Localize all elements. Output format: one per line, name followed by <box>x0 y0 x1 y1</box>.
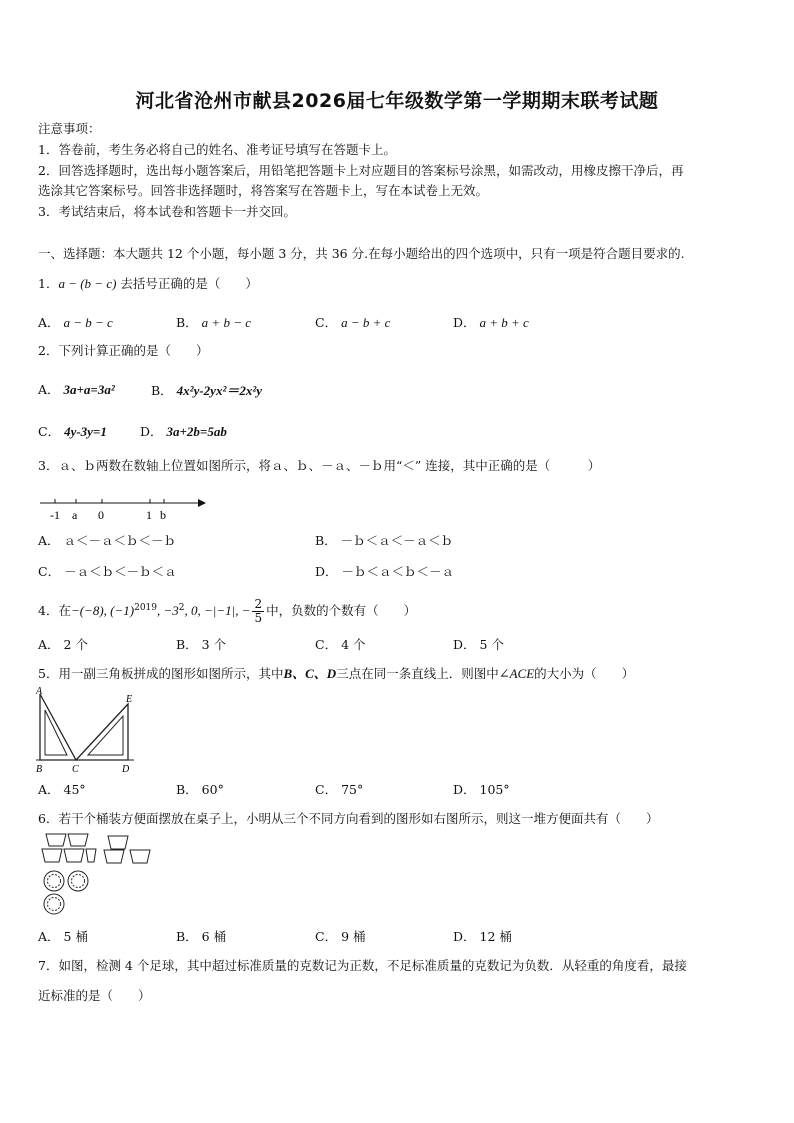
q5-option-c[interactable]: C． 75° <box>315 782 364 797</box>
q3-option-a[interactable]: A． ａ＜－ａ＜ｂ＜－ｂ <box>38 533 177 548</box>
question-text: 去括号正确的是（ ） <box>120 276 258 291</box>
question-expression: a − (b − c) <box>58 276 117 291</box>
q4-option-b[interactable]: B． 3 个 <box>176 637 227 652</box>
q2-option-d[interactable]: D． 3a+2b=5ab <box>140 424 227 439</box>
q5-option-a[interactable]: A． 45° <box>38 782 86 797</box>
question-6: 6．若干个桶装方便面摆放在桌子上，小明从三个不同方向看到的图形如右图所示，则这一堆方便面共有（ ） <box>38 811 659 826</box>
notes-item-2-cont: 选涂其它答案标号。回答非选择题时，将答案写在答题卡上，写在本试卷上无效。 <box>38 183 489 198</box>
q6-option-c[interactable]: C． 9 桶 <box>315 929 366 944</box>
notes-heading: 注意事项： <box>38 121 101 136</box>
question-1 <box>38 276 258 292</box>
noodle-views-figure <box>38 832 168 916</box>
notes-item-2: 2．回答选择题时，选出每小题答案后，用铅笔把答题卡上对应题目的答案标号涂黑，如需改动，用橡皮擦干净后，再 <box>38 163 684 178</box>
q2-option-c[interactable]: C． 4y-3y=1 <box>38 424 107 439</box>
axis-label-a: a <box>72 508 78 522</box>
q4-option-a[interactable]: A． 2 个 <box>38 637 88 652</box>
q6-option-b[interactable]: B． 6 桶 <box>176 929 227 944</box>
point-label-c: C <box>72 764 79 775</box>
q3-option-b[interactable]: B． －ｂ＜ａ＜－ａ＜ｂ <box>315 533 454 548</box>
q5-option-b[interactable]: B． 60° <box>176 782 224 797</box>
q4-option-c[interactable]: C． 4 个 <box>315 637 366 652</box>
question-3: 3．ａ、ｂ两数在数轴上位置如图所示，将ａ、ｂ、－ａ、－ｂ用“＜” 连接，其中正确的是（ ） <box>38 458 601 473</box>
question-5: 5．用一副三角板拼成的图形如图所示，其中B、C、D三点在同一条直线上．则图中∠ACE的大小为（ ） <box>38 666 635 681</box>
fraction: $\frac{2}{5}$ <box>254 597 263 625</box>
axis-label-1: 1 <box>146 508 152 522</box>
q3-option-d[interactable]: D． －ｂ＜ａ＜ｂ＜－ａ <box>315 564 455 579</box>
notes-item-1: 1．答卷前，考生务必将自己的姓名、准考证号填写在答题卡上。 <box>38 142 396 157</box>
q6-option-a[interactable]: A． 5 桶 <box>38 929 88 944</box>
page-title: 河北省沧州市献县2026届七年级数学第一学期期末联考试题 <box>135 90 659 112</box>
q3-option-c[interactable]: C． －ａ＜ｂ＜－ｂ＜ａ <box>38 564 177 579</box>
q1-option-b[interactable]: B． a + b − c <box>176 315 251 330</box>
point-label-e: E <box>126 694 133 705</box>
q6-option-d[interactable]: D． 12 桶 <box>453 929 512 944</box>
axis-label-neg1: -1 <box>50 508 60 522</box>
axis-label-b: b <box>160 508 166 522</box>
section-heading: 一、选择题：本大题共 12 个小题，每小题 3 分，共 36 分.在每小题给出的四个选项中，只有一项是符合题目要求的. <box>38 246 685 261</box>
q5-option-d[interactable]: D． 105° <box>453 782 510 797</box>
q2-option-b[interactable]: B． 4x²y-2yx²＝2x²y <box>151 383 263 398</box>
point-label-b: B <box>36 764 43 775</box>
question-7-line-2: 近标准的是（ ） <box>38 988 151 1003</box>
question-2: 2．下列计算正确的是（ ） <box>38 343 209 358</box>
question-7-line-1: 7．如图，检测 4 个足球，其中超过标准质量的克数记为正数，不足标准质量的克数记为负数．从轻重的角度看，最接 <box>38 958 687 973</box>
triangle-rulers-figure <box>34 686 144 774</box>
point-label-d: D <box>122 764 130 775</box>
question-number: 1． <box>38 276 59 291</box>
axis-label-0: 0 <box>98 508 104 522</box>
q2-option-a[interactable]: A． 3a+a=3a² <box>38 382 115 397</box>
notes-item-3: 3．考试结束后，将本试卷和答题卡一并交回。 <box>38 204 296 219</box>
point-label-a: A <box>36 686 43 697</box>
q1-option-a[interactable]: A． a − b − c <box>38 315 113 330</box>
q4-option-d[interactable]: D． 5 个 <box>453 637 504 652</box>
number-line-figure <box>38 494 208 524</box>
question-4: 4．在−(−8), $(-1)^{2019}$, $-3^2$, 0, −|−1|, − $\frac{2}{5}$ 中，负数的个数有（ ） <box>38 597 417 625</box>
q1-option-c[interactable]: C． a − b + c <box>315 315 391 330</box>
q1-option-d[interactable]: D． a + b + c <box>453 315 529 330</box>
